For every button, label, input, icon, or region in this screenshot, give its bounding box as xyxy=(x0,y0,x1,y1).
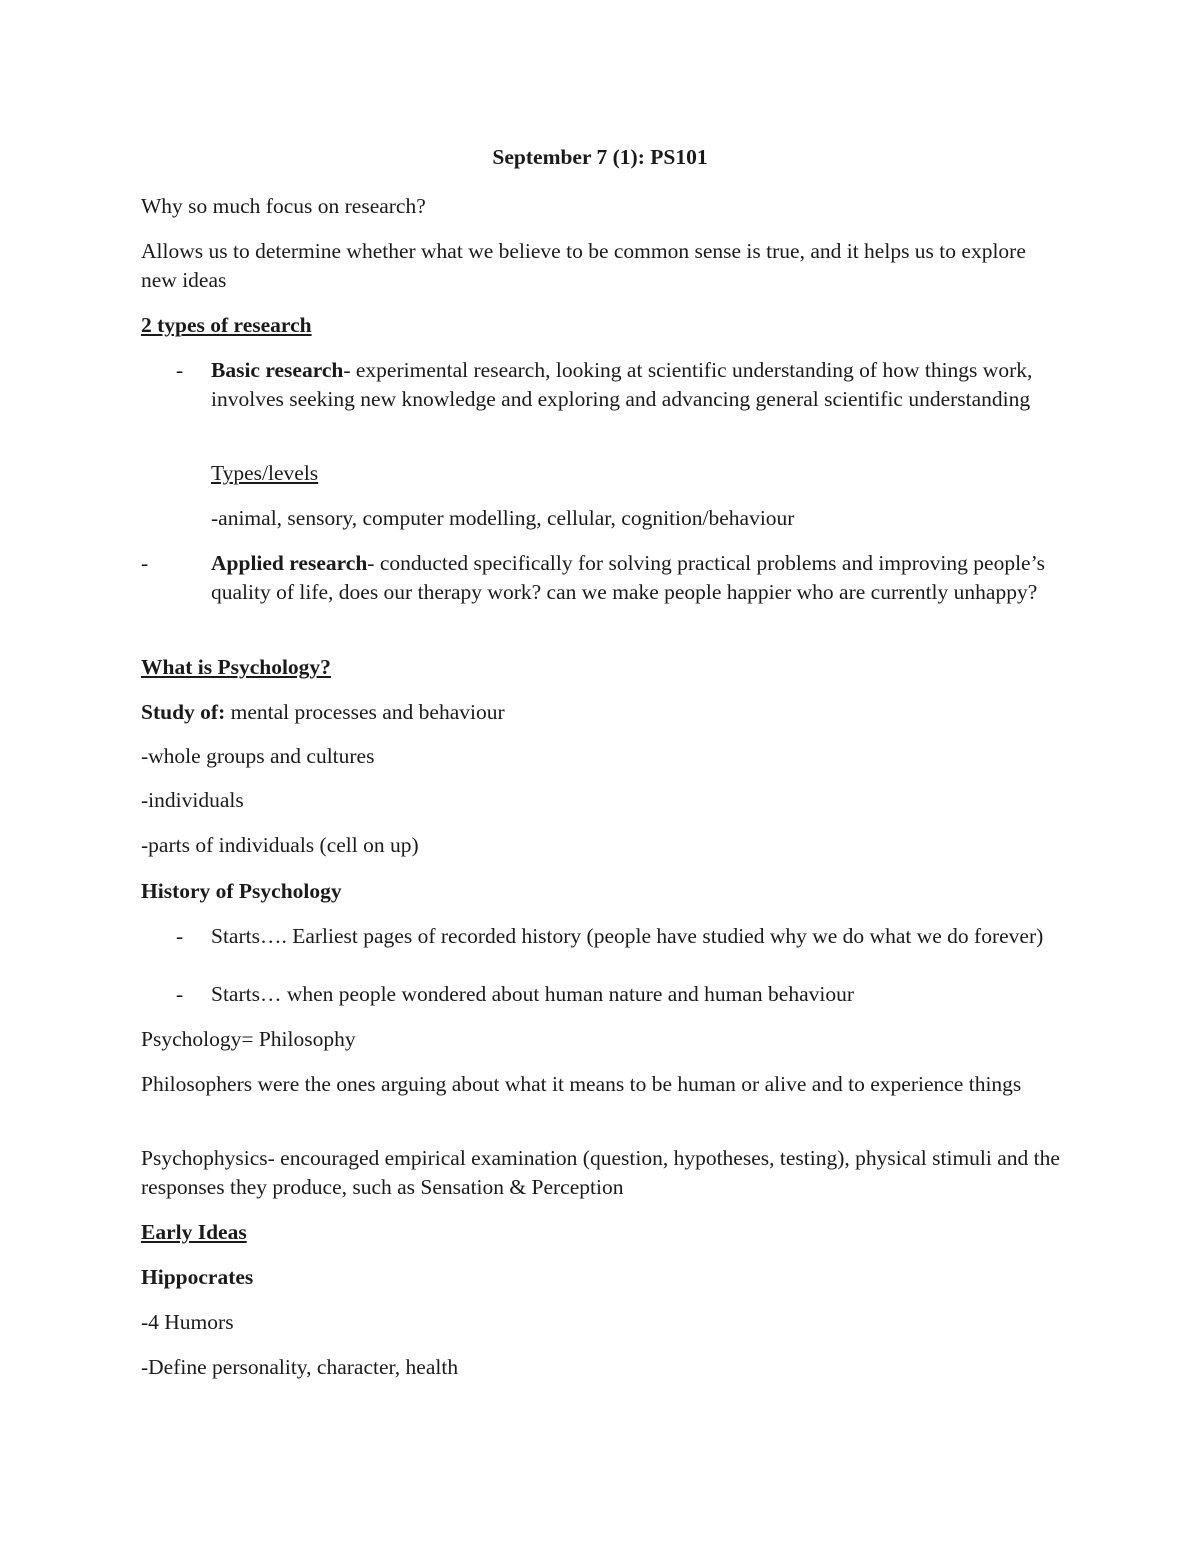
heading-types-of-research: 2 types of research xyxy=(141,313,312,337)
basic-research-description: - experimental research, looking at scientific understanding of how things work, involves seeking new knowledge and exploring and advancing general scientific understanding xyxy=(211,358,1033,411)
answer-research: Allows us to determine whether what we believe to be common sense is true, and it helps us to explore new ideas xyxy=(141,239,1026,292)
applied-research-text xyxy=(211,549,1061,607)
bullet-dash: - xyxy=(176,924,184,948)
study-item: -whole groups and cultures xyxy=(141,744,375,768)
study-item: -parts of individuals (cell on up) xyxy=(141,833,419,857)
applied-research-label: Applied research xyxy=(211,551,368,575)
history-item-text: Starts… when people wondered about human nature and human behaviour xyxy=(211,982,855,1006)
list-item-basic-research xyxy=(141,356,1061,446)
psychophysics-paragraph: Psychophysics- encouraged empirical examination (question, hypotheses, testing), physical stimuli and the responses they produce, such as Sensation & Perception xyxy=(141,1146,1060,1199)
applied-research-description: - conducted specifically for solving practical problems and improving people’s quality of life, does our therapy work? can we make people happier who are currently unhappy? xyxy=(211,551,1045,604)
heading-types-levels: Types/levels xyxy=(211,461,319,485)
hippocrates-item: -Define personality, character, health xyxy=(141,1355,459,1379)
question-research: Why so much focus on research? xyxy=(141,194,426,218)
psychology-equation: Psychology= Philosophy xyxy=(141,1027,356,1051)
history-item-text: Starts…. Earliest pages of recorded history (people have studied why we do what we do forever) xyxy=(211,924,1044,948)
list-item-history xyxy=(141,980,1061,1010)
heading-history-of-psychology: History of Psychology xyxy=(141,879,342,903)
heading-early-ideas: Early Ideas xyxy=(141,1220,247,1244)
bullet-dash: - xyxy=(141,551,149,575)
bullet-dash: - xyxy=(176,358,184,382)
study-of-label: Study of: xyxy=(141,700,226,724)
study-of-text: mental processes and behaviour xyxy=(225,700,505,724)
types-levels-list: -animal, sensory, computer modelling, cellular, cognition/behaviour xyxy=(211,506,795,530)
basic-research-text xyxy=(211,356,1061,414)
heading-what-is-psychology: What is Psychology? xyxy=(141,655,331,679)
study-of-line xyxy=(141,698,1061,727)
bullet-dash: - xyxy=(176,982,184,1006)
heading-hippocrates: Hippocrates xyxy=(141,1265,254,1289)
hippocrates-item: -4 Humors xyxy=(141,1310,234,1334)
list-item-history xyxy=(141,922,1061,982)
philosophers-paragraph: Philosophers were the ones arguing about what it means to be human or alive and to experience things xyxy=(141,1072,1022,1096)
study-item: -individuals xyxy=(141,788,244,812)
page-title: September 7 (1): PS101 xyxy=(492,145,708,169)
basic-research-label: Basic research xyxy=(211,358,344,382)
list-item-applied-research xyxy=(141,549,1061,639)
